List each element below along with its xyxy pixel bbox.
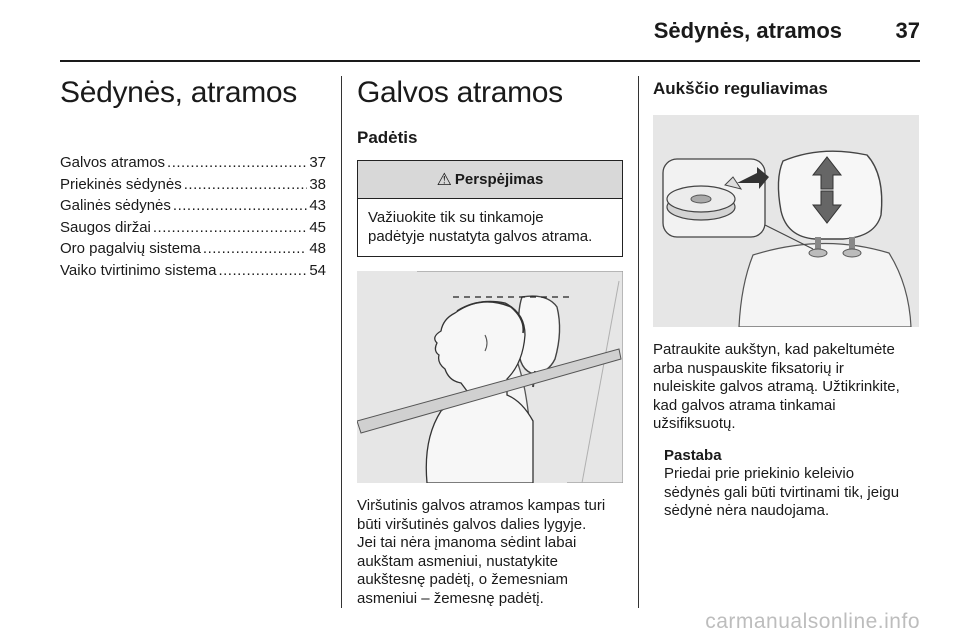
warning-body: [358, 199, 622, 256]
note-line: sėdynė nėra naudojama.: [664, 502, 830, 520]
toc-leader: [184, 176, 308, 193]
toc-entry-name: Galinės sėdynės: [60, 197, 171, 214]
warning-header: [358, 161, 622, 199]
warning-line: padėtyje nustatyta galvos atrama.: [368, 228, 593, 245]
body-line: asmeniui – žemesnę padėtį.: [357, 589, 544, 607]
body-line: Viršutinis galvos atramos kampas turi: [357, 497, 606, 514]
header-rule: [60, 60, 920, 62]
body-line: kad galvos atrama tinkamai: [653, 396, 836, 414]
toc-leader: [203, 240, 307, 257]
warning-box: [357, 160, 623, 257]
toc-entry-page: 43: [309, 197, 326, 214]
toc-entry-page: 54: [309, 261, 326, 279]
warning-triangle-icon: ⚠: [436, 169, 452, 189]
toc-entry-name: Oro pagalvių sistema: [60, 240, 201, 257]
body-line: aukštam asmeniui, nustatykite: [357, 552, 558, 570]
page-header: [0, 0, 960, 62]
body-line: Patraukite aukštyn, kad pakeltumėte: [653, 341, 895, 358]
section-title: Galvos atramos: [357, 76, 563, 109]
table-of-contents: [60, 154, 326, 283]
subsection-title: Padėtis: [357, 128, 418, 147]
warning-line: Važiuokite tik su tinkamoje: [368, 209, 544, 226]
toc-entry-name: Galvos atramos: [60, 154, 166, 171]
note-line: Priedai prie priekinio keleivio: [664, 464, 855, 482]
body-line: aukštesnę padėtį, o žemesniam: [357, 571, 568, 589]
chapter-title: Sėdynės, atramos: [60, 76, 297, 109]
toc-leader: [153, 219, 307, 236]
toc-leader: [218, 262, 307, 279]
headrest-adjustment-illustration: [653, 115, 919, 327]
toc-entry-name: Saugos diržai: [60, 218, 151, 236]
note-box: [664, 446, 920, 521]
head-position-illustration: [357, 271, 623, 483]
toc-leader: [167, 154, 307, 171]
toc-entry[interactable]: [60, 240, 326, 262]
body-line: arba nuspauskite fiksatorių ir: [653, 359, 844, 377]
column-divider-2: [638, 76, 639, 608]
header-title: Sėdynės, atramos: [653, 18, 842, 43]
column-position: [357, 68, 623, 609]
note-title: Pastaba: [664, 446, 722, 464]
toc-entry-page: 37: [309, 154, 326, 171]
note-line: sėdynės gali būti tvirtinami tik, jeigu: [664, 483, 900, 501]
toc-entry-name: Priekinės sėdynės: [60, 175, 182, 193]
column-toc: [60, 68, 326, 283]
warning-title: Perspėjimas: [454, 171, 544, 188]
subsection-title: Aukščio reguliavimas: [653, 79, 828, 98]
column-height-adjustment: [653, 68, 920, 521]
body-line: užsifiksuotų.: [653, 415, 736, 433]
toc-entry[interactable]: [60, 262, 326, 284]
toc-leader: [173, 197, 307, 214]
body-line: Jei tai nėra įmanoma sėdint labai: [357, 534, 577, 552]
body-line: būti viršutinės galvos dalies lygyje.: [357, 515, 587, 533]
toc-entry-page: 38: [309, 175, 326, 193]
body-line: nuleiskite galvos atramą. Užtikrinkite,: [653, 378, 900, 396]
page-number: 37: [895, 18, 920, 43]
toc-entry[interactable]: [60, 176, 326, 198]
toc-entry-name: Vaiko tvirtinimo sistema: [60, 261, 217, 279]
watermark: carmanualsonline.info: [705, 610, 920, 633]
toc-entry-page: 48: [309, 240, 326, 257]
toc-entry[interactable]: [60, 219, 326, 241]
toc-entry[interactable]: [60, 154, 326, 176]
column-divider-1: [341, 76, 342, 608]
toc-entry-page: 45: [309, 218, 326, 236]
toc-entry[interactable]: [60, 197, 326, 219]
